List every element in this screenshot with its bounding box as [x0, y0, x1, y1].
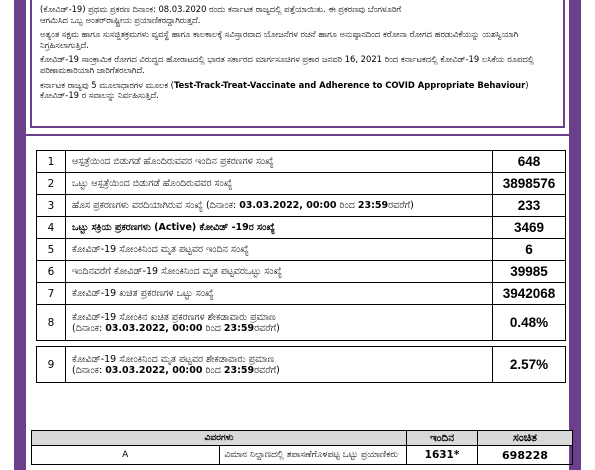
label-time: 23:59: [223, 364, 255, 376]
row-number: 1: [37, 151, 66, 173]
label-date: 03.03.2022, 00:00: [105, 322, 203, 334]
label-part: ರಿಂದ: [336, 200, 358, 211]
intro-line-1: (ಕೋವಿಡ್-19) ಪ್ರಥಮ ಪ್ರಕರಣ ದಿನಾಂಕ: 08.03.2020 ರಂದು ಕರ್ನಾಟಕ ರಾಜ್ಯದಲ್ಲಿ ಪತ್ತೆಯಾಯಿತು. ಈ ಪ್ರಕರಣವು ಬೆಂಗಳೂರಿಗೆ: [40, 4, 402, 14]
intro-paragraph-2: ಅತ್ಯಂತ ಸಕ್ಷಮ ಹಾಗೂ ಸುಸಜ್ಜಿತಕ್ರಮಗಳು ವ್ಯವಸ್ಥೆ ಹಾಗೂ ಕಾಲಕಾಲಕ್ಕೆ ಸವಿಸ್ತಾರವಾದ ಯೋಜನೆಗಳ ರಚನೆ ಹಾಗೂ ಅನುಷ್ಠಾನದಿಂದ ಕರೋನಾ ರೋಗದ ಹರಡುವಿಕೆಯನ್ನು ಯಶಸ್ವಿಯಾಗಿ ನಿಗ್ರಹಿಸಲಾಗುತ್ತಿದೆ.: [40, 29, 519, 50]
row-label: ಕೋವಿಡ್-19 ಸೋಂಕಿನಿಂದ ಮೃತ ಪಟ್ಟವರ ಇಂದಿನ ಸಂಖ್ಯೆ: [66, 239, 493, 261]
stats-row: [37, 195, 566, 217]
label-line-2: [72, 365, 486, 376]
row-number: 8: [37, 305, 66, 341]
label-part: ಹೊಸ ಪ್ರಕರಣಗಳು ವರದಿಯಾಗಿರುವ ಸಂಖ್ಯೆ (ದಿನಾಂಕ:: [72, 200, 240, 211]
intro-p4-strategy: Test-Track-Treat-Vaccinate and Adherence to COVID Appropriate Behaviour: [173, 79, 526, 90]
airport-screening-table: [31, 430, 573, 465]
label-date: 03.03.2022, 00:00: [105, 364, 203, 376]
row-label: ಇಂದಿನವರೆಗೆ ಕೋವಿಡ್-19 ಸೋಂಕಿನಿಂದ ಮೃತ ಪಟ್ಟವರಒಟ್ಟು ಸಂಖ್ಯೆ: [66, 261, 493, 283]
table-header-row: [32, 431, 573, 446]
row-label: [66, 195, 493, 217]
stats-row: [37, 283, 566, 305]
label-date: 03.03.2022, 00:00: [239, 200, 337, 211]
row-number: 5: [37, 239, 66, 261]
label-line-1: ಕೋವಿಡ್-19 ಸೋಂಕಿನಿಂದ ಮೃತ ಪಟ್ಟವರ ಶೇಕಡಾವಾರು ಪ್ರಮಾಣ: [72, 353, 275, 365]
label-part: ರಿಂದ: [202, 364, 224, 376]
label-line-1: ಕೋವಿಡ್-19 ಸೋಂಕಿನ ಖಚಿತ ಪ್ರಕರಣಗಳ ಶೇಕಡಾವಾರು ಪ್ರಮಾಣ: [72, 311, 276, 323]
label-time: 23:59: [357, 200, 389, 211]
page-border-divider: [14, 134, 581, 136]
row-index: A: [32, 446, 220, 465]
row-value: 3942068: [493, 283, 566, 305]
stats-row: [37, 239, 566, 261]
stats-row: [37, 261, 566, 283]
stats-row: [37, 173, 566, 195]
row-value: 3469: [493, 217, 566, 239]
row-value: 0.48%: [493, 305, 566, 341]
row-number: 7: [37, 283, 66, 305]
label-part: (ದಿನಾಂಕ:: [72, 364, 106, 376]
row-value: 648: [493, 151, 566, 173]
intro-paragraph-4: [40, 80, 553, 101]
row-number: 6: [37, 261, 66, 283]
stats-row: [37, 347, 566, 383]
row-number: 9: [37, 347, 66, 383]
row-value: 3898576: [493, 173, 566, 195]
row-number: 2: [37, 173, 66, 195]
table-row: [32, 446, 573, 465]
stats-row: [37, 151, 566, 173]
row-number: 3: [37, 195, 66, 217]
label-part: ರವರೆಗೆ): [254, 322, 280, 334]
row-value: 233: [493, 195, 566, 217]
row-label: ಆಸ್ಪತ್ರೆಯಿಂದ ಬಿಡುಗಡೆ ಹೊಂದಿರುವವರ ಇಂದಿನ ಪ್ರಕರಣಗಳ ಸಂಖ್ಯೆ: [66, 151, 493, 173]
intro-p4-prefix: ಕರ್ನಾಟಕ ರಾಜ್ಯವು 5 ಮೂಲಾಧಾರಗಳ ಮೂಲಕ (: [40, 79, 174, 90]
row-today-value: 1631*: [407, 446, 478, 465]
row-value: 39985: [493, 261, 566, 283]
row-label: ಒಟ್ಟು ಆಸ್ಪತ್ರೆಯಿಂದ ಬಿಡುಗಡೆ ಹೊಂದಿರುವವರ ಸಂಖ್ಯೆ: [66, 173, 493, 195]
row-value: 6: [493, 239, 566, 261]
stats-row: [37, 217, 566, 239]
intro-line-2: ಆಗಮಿಸಿದ ಒಬ್ಬ ಅಂತರ್‌ರಾಷ್ಟ್ರೀಯ ಪ್ರಯಾಣಿಕರದ್ದಾಗಿರುತ್ತದೆ.: [40, 14, 201, 25]
row-label: [66, 347, 493, 383]
intro-text-box: [30, 0, 565, 128]
row-label: ವಿಮಾನ ನಿಲ್ದಾಣದಲ್ಲಿ ತಪಾಸಣೆಗೊಳಪಟ್ಟ ಒಟ್ಟು ಪ್ರಯಾಣಿಕರು: [219, 446, 407, 465]
stats-row: [37, 305, 566, 341]
row-label: [66, 305, 493, 341]
row-label: ಕೋವಿಡ್-19 ಖಚಿತ ಪ್ರಕರಣಗಳ ಒಟ್ಟು ಸಂಖ್ಯೆ: [66, 283, 493, 305]
label-part: ರಿಂದ: [202, 322, 224, 334]
row-value: 2.57%: [493, 347, 566, 383]
intro-p4-suffix: ) ಕೋವಿಡ್-19 ರ ಸವಾಲನ್ನು ನಿರ್ವಹಿಸುತ್ತಿದೆ.: [40, 79, 529, 101]
intro-paragraph-1: [40, 4, 553, 25]
covid-stats-table: [36, 150, 566, 383]
label-line-2: [72, 323, 486, 334]
header-cumulative: ಸಂಚಿತ: [478, 431, 573, 446]
label-time: 23:59: [223, 322, 255, 334]
page-border-left: [14, 0, 26, 470]
header-today: ಇಂದಿನ: [407, 431, 478, 446]
label-part: (ದಿನಾಂಕ:: [72, 322, 106, 334]
row-cumulative-value: 698228: [478, 446, 573, 465]
row-label: ಒಟ್ಟು ಸಕ್ರಿಯ ಪ್ರಕರಣಗಳು (Active) ಕೋವಿಡ್ -19ರ ಸಂಖ್ಯೆ: [66, 217, 493, 239]
label-part: ರವರೆಗೆ): [254, 364, 280, 376]
header-details: ವಿವರಗಳು: [32, 431, 407, 446]
page-border-right: [569, 0, 581, 470]
row-number: 4: [37, 217, 66, 239]
intro-paragraph-3: ಕೋವಿಡ್-19 ಸಾಂಕ್ರಾಮಿಕ ರೋಗದ ವಿರುದ್ಧದ ಹೋರಾಟದಲ್ಲಿ ಭಾರತ ಸರ್ಕಾರದ ಮಾರ್ಗಸೂಚಿಗಳ ಪ್ರಕಾರ ಜನವರಿ 16, 2021 ರಿಂದ ಕರ್ನಾಟಕದಲ್ಲಿ ಕೋವಿಡ್-19 ಲಸಿಕೆಯ ರೂಪದಲ್ಲಿ ಪರಿಣಾಮಕಾರಿಯಾಗಿ ಜಾರಿಗೆತರಲಾಗಿದೆ.: [40, 54, 535, 75]
label-part: ರವರೆಗೆ): [388, 200, 414, 211]
